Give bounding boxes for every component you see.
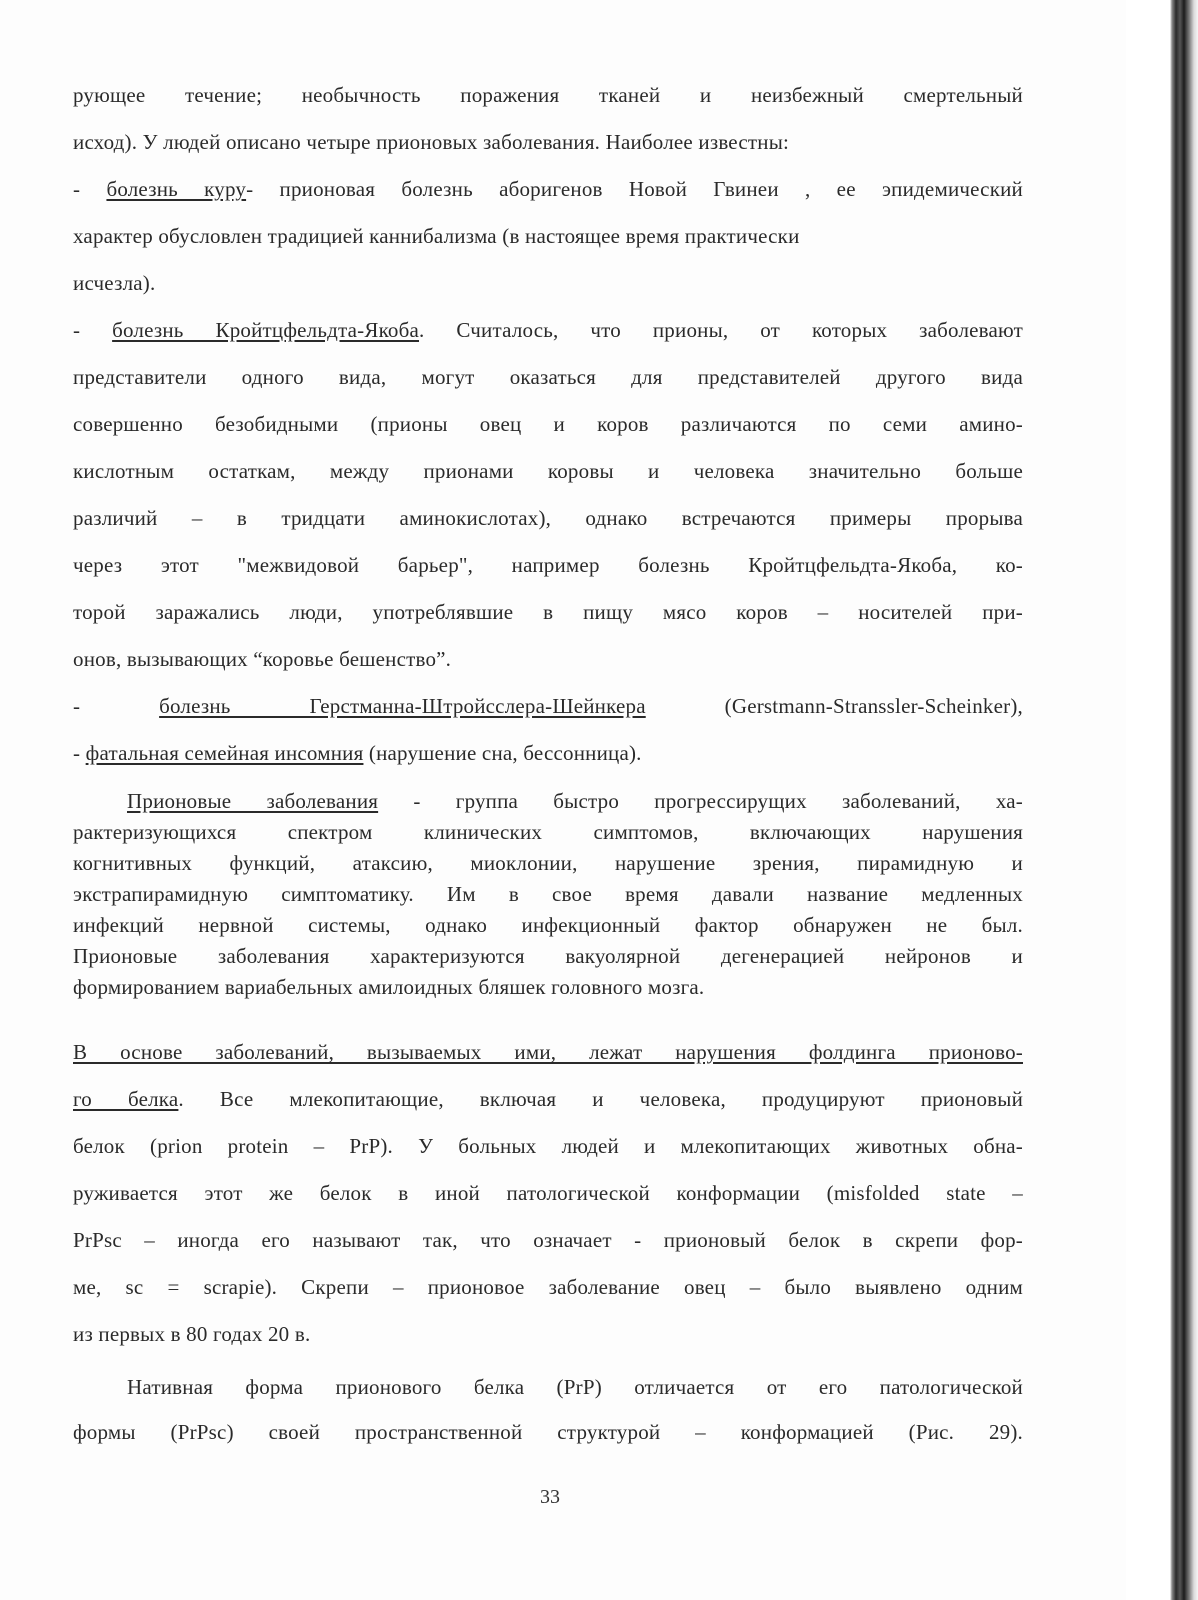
text-run: - группа быстро прогрессирущих заболеваний, ха-	[378, 789, 1023, 813]
text-run: исчезла).	[73, 271, 156, 295]
text-line	[73, 1264, 1023, 1311]
underlined-term: Прионовые заболевания	[127, 789, 379, 813]
text-run: ме, sc = scrapie). Скрепи – прионовое заболевание овец – было выявлено одним	[73, 1275, 1023, 1299]
text-run: рующее течение; необычность поражения тканей и неизбежный смертельный	[73, 83, 1023, 107]
text-run: торой заражались люди, употреблявшие в пищу мясо коров – носителей при-	[73, 600, 1023, 624]
text-line	[73, 1170, 1023, 1217]
text-run: исход). У людей описано четыре прионовых заболевания. Наиболее известны:	[73, 130, 790, 154]
paragraph-prion-diseases-list	[73, 72, 1023, 777]
text-line	[73, 1365, 1023, 1410]
underlined-term: фатальная семейная инсомния	[85, 741, 364, 765]
text-run: . Считалось, что прионы, от которых заболевают	[419, 318, 1023, 342]
text-line	[73, 1410, 1023, 1455]
text-run: рактеризующихся спектром клинических симптомов, включающих нарушения	[73, 820, 1023, 844]
text-run: (нарушение сна, бессонница).	[363, 741, 642, 765]
text-line	[73, 910, 1023, 941]
text-line	[73, 1123, 1023, 1170]
text-run: -	[73, 318, 113, 342]
text-line	[73, 817, 1023, 848]
page-number: 33	[540, 1486, 560, 1508]
text-run: экстрапирамидную симптоматику. Им в свое время давали название медленных	[73, 882, 1023, 906]
text-line	[73, 879, 1023, 910]
text-line	[73, 589, 1023, 636]
text-run: из первых в 80 годах 20 в.	[73, 1322, 311, 1346]
text-line	[73, 119, 1023, 166]
text-run: характер обусловлен традицией каннибализма (в настоящее время практически	[73, 224, 800, 248]
text-line	[73, 1029, 1023, 1076]
text-line	[73, 401, 1023, 448]
text-line	[73, 683, 1023, 730]
underlined-term: го белка	[73, 1087, 179, 1111]
text-run: формы (PrPsc) своей пространственной структурой – конформацией (Рис. 29).	[73, 1420, 1023, 1444]
text-line	[73, 1311, 1023, 1358]
text-run: различий – в тридцати аминокислотах), однако встречаются примеры прорыва	[73, 506, 1023, 530]
underlined-term: болезнь Герстманна-Штройсслера-Шейнкера	[159, 694, 646, 718]
text-line	[73, 730, 1023, 777]
text-line	[73, 260, 1023, 307]
paragraph-native-form	[73, 1365, 1023, 1455]
text-run: Нативная форма прионового белка (PrP) отличается от его патологической	[127, 1375, 1023, 1399]
text-run: PrPsc – иногда его называют так, что означает - прионовый белок в скрепи фор-	[73, 1228, 1023, 1252]
text-run: Прионовые заболевания характеризуются вакуолярной дегенерацией нейронов и	[73, 944, 1023, 968]
underlined-term: болезнь куру	[106, 177, 247, 201]
text-line	[73, 636, 1023, 683]
text-run: через этот "межвидовой барьер", например болезнь Кройтцфельдта-Якоба, ко-	[73, 553, 1023, 577]
text-run: представители одного вида, могут оказаться для представителей другого вида	[73, 365, 1023, 389]
text-line	[73, 1076, 1023, 1123]
text-line	[73, 542, 1023, 589]
text-run: формированием вариабельных амилоидных бляшек головного мозга.	[73, 975, 705, 999]
text-line	[73, 786, 1023, 817]
text-run: инфекций нервной системы, однако инфекционный фактор обнаружен не был.	[73, 913, 1023, 937]
text-run: белок (prion protein – PrP). У больных людей и млекопитающих животных обна-	[73, 1134, 1023, 1158]
text-run: -	[73, 694, 160, 718]
text-line	[73, 166, 1023, 213]
text-line	[73, 1217, 1023, 1264]
text-run: -	[73, 177, 107, 201]
text-run: когнитивных функций, атаксию, миоклонии, нарушение зрения, пирамидную и	[73, 851, 1023, 875]
text-line	[73, 972, 1023, 1003]
text-line	[73, 848, 1023, 879]
text-run: совершенно безобидными (прионы овец и коров различаются по семи амино-	[73, 412, 1023, 436]
text-line	[73, 307, 1023, 354]
text-run: руживается этот же белок в иной патологической конформации (misfolded state –	[73, 1181, 1023, 1205]
underlined-term: болезнь Кройтцфельдта-Якоба	[112, 318, 420, 342]
text-run: . Все млекопитающие, включая и человека, продуцируют прионовый	[178, 1087, 1024, 1111]
text-run: - прионовая болезнь аборигенов Новой Гвинеи , ее эпидемический	[246, 177, 1023, 201]
scan-binding-edge	[1126, 0, 1198, 1600]
text-line	[73, 448, 1023, 495]
text-line	[73, 354, 1023, 401]
text-run: (Gerstmann-Stranssler-Scheinker),	[645, 694, 1023, 718]
text-line	[73, 213, 1023, 260]
text-line	[73, 72, 1023, 119]
paragraph-protein-folding	[73, 1029, 1023, 1358]
text-run: кислотным остаткам, между прионами коровы и человека значительно больше	[73, 459, 1023, 483]
text-run: -	[73, 741, 86, 765]
underlined-term: В основе заболеваний, вызываемых ими, лежат нарушения фолдинга прионово-	[73, 1040, 1023, 1064]
paragraph-prion-diseases-definition	[73, 786, 1023, 1003]
text-run: онов, вызывающих “коровье бешенство”.	[73, 647, 452, 671]
text-line	[73, 941, 1023, 972]
text-line	[73, 495, 1023, 542]
